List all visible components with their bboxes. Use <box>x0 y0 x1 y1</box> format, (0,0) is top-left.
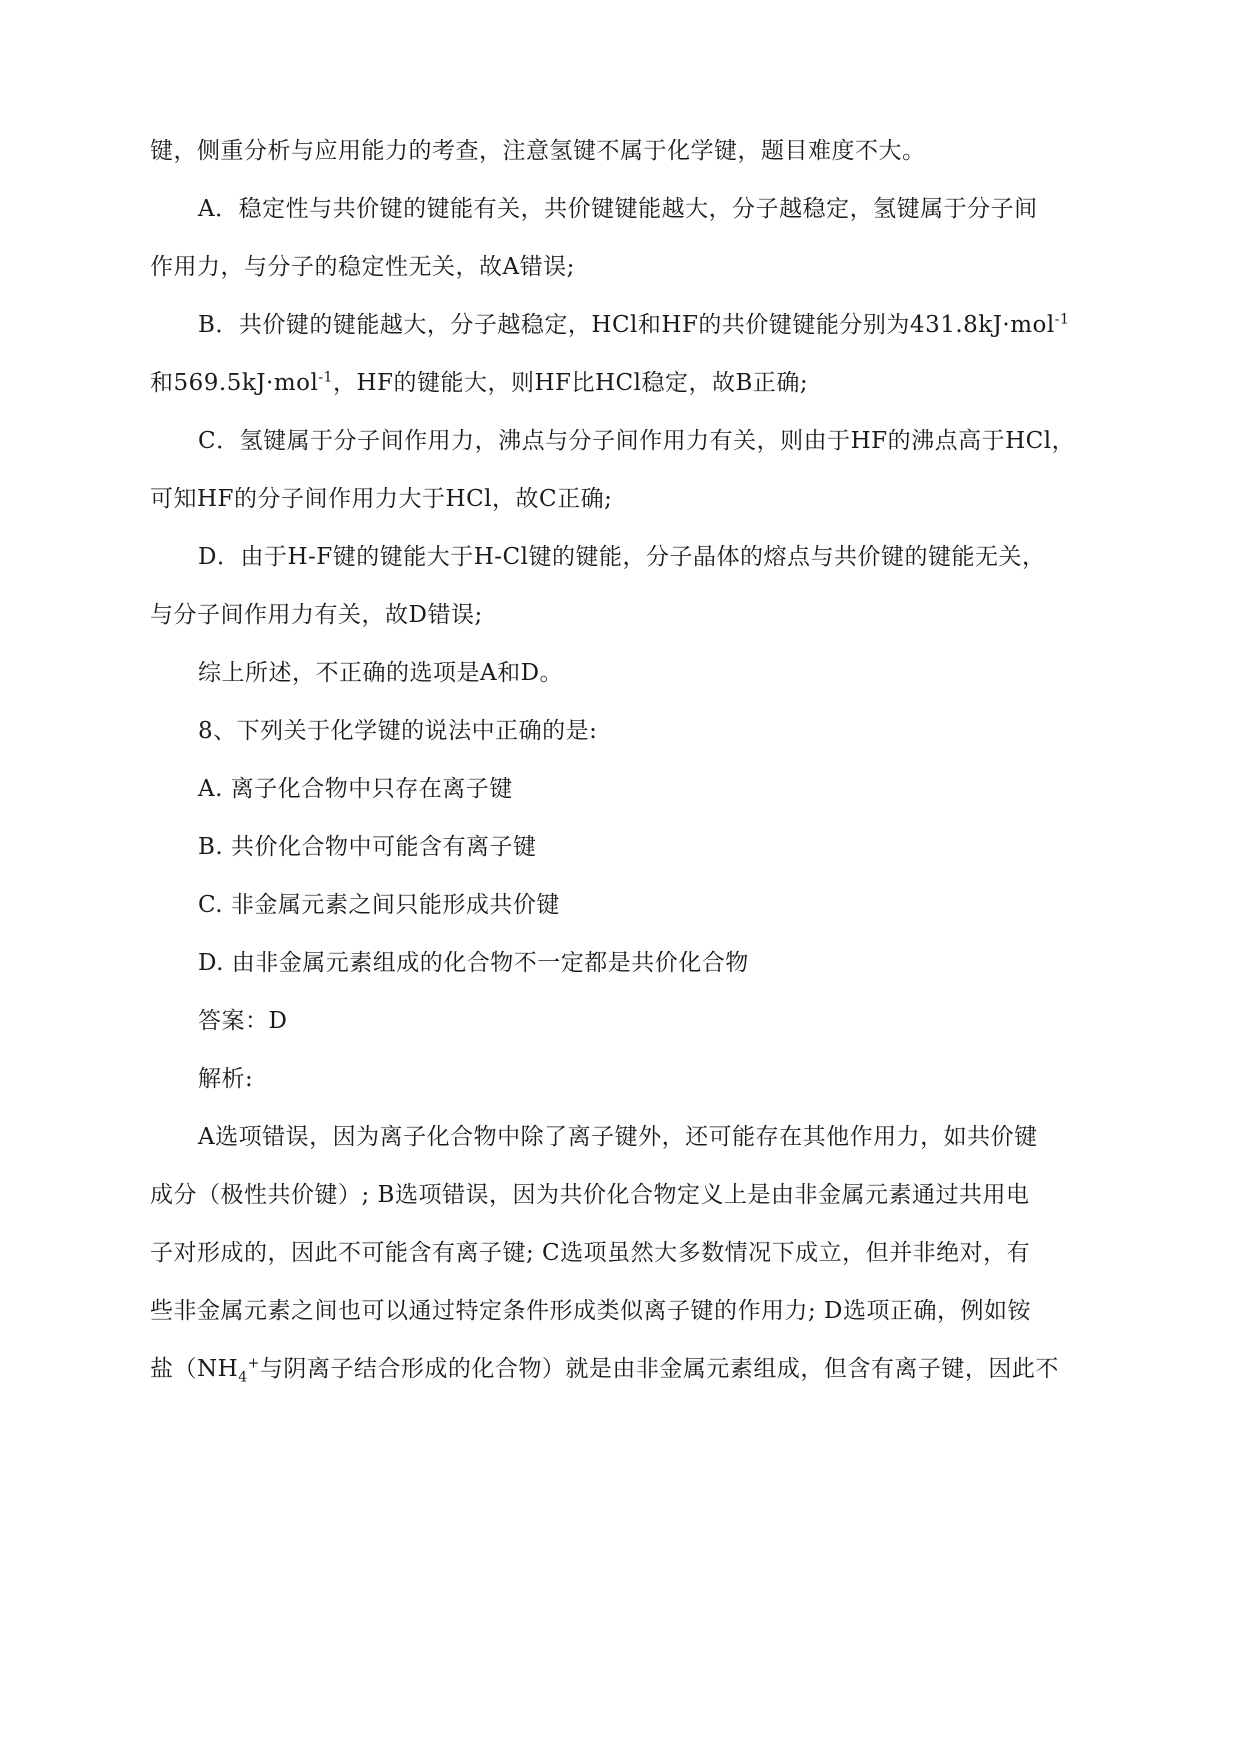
analysis-heading: 解析: <box>198 1066 254 1092</box>
text-line: D．由于H-F键的键能大于H-Cl键的键能，分子晶体的熔点与共价键的键能无关， <box>198 544 1046 570</box>
text-run: ，HF的键能大，则HF比HCl稳定，故B正确; <box>332 370 809 396</box>
text-run: B．共价键的键能越大，分子越稳定，HCl和HF的共价键键能分别为431.8kJ·mol <box>198 312 1055 338</box>
text-line: A．稳定性与共价键的键能有关，共价键键能越大，分子越稳定，氢键属于分子间 <box>198 196 1038 222</box>
option-a: A. 离子化合物中只存在离子键 <box>198 776 513 802</box>
text-line: 作用力，与分子的稳定性无关，故A错误; <box>150 254 575 280</box>
text-line <box>150 1353 1059 1385</box>
option-c: C. 非金属元素之间只能形成共价键 <box>198 892 560 918</box>
text-line: 可知HF的分子间作用力大于HCl，故C正确; <box>150 486 613 512</box>
option-b: B. 共价化合物中可能含有离子键 <box>198 834 537 860</box>
text-line: A选项错误，因为离子化合物中除了离子键外，还可能存在其他作用力，如共价键 <box>198 1124 1038 1150</box>
text-line: C．氢键属于分子间作用力，沸点与分子间作用力有关，则由于HF的沸点高于HCl， <box>198 428 1076 454</box>
option-d: D. 由非金属元素组成的化合物不一定都是共价化合物 <box>198 950 749 976</box>
text-run: 盐（NH <box>150 1356 239 1382</box>
superscript: + <box>247 1355 260 1372</box>
question-title: 8、下列关于化学键的说法中正确的是: <box>198 718 598 744</box>
text-line <box>198 309 1069 341</box>
text-line <box>150 367 808 399</box>
text-line: 成分（极性共价键）; B选项错误，因为共价化合物定义上是由非金属元素通过共用电 <box>150 1182 1030 1208</box>
superscript: -1 <box>318 369 333 386</box>
answer-line: 答案：D <box>198 1008 288 1034</box>
text-line: 键，侧重分析与应用能力的考查，注意氢键不属于化学键，题目难度不大。 <box>150 138 926 164</box>
text-line: 子对形成的，因此不可能含有离子键; C选项虽然大多数情况下成立，但并非绝对，有 <box>150 1240 1031 1266</box>
text-line: 与分子间作用力有关，故D错误; <box>150 602 483 628</box>
superscript: -1 <box>1054 311 1070 328</box>
text-run: 和569.5kJ·mol <box>150 370 319 396</box>
subscript: 4 <box>238 1369 248 1386</box>
text-line: 些非金属元素之间也可以通过特定条件形成类似离子键的作用力; D选项正确，例如铵 <box>150 1298 1032 1324</box>
text-run: 与阴离子结合形成的化合物）就是由非金属元素组成，但含有离子键，因此不 <box>259 1356 1059 1382</box>
text-line: 综上所述，不正确的选项是A和D。 <box>198 660 564 686</box>
